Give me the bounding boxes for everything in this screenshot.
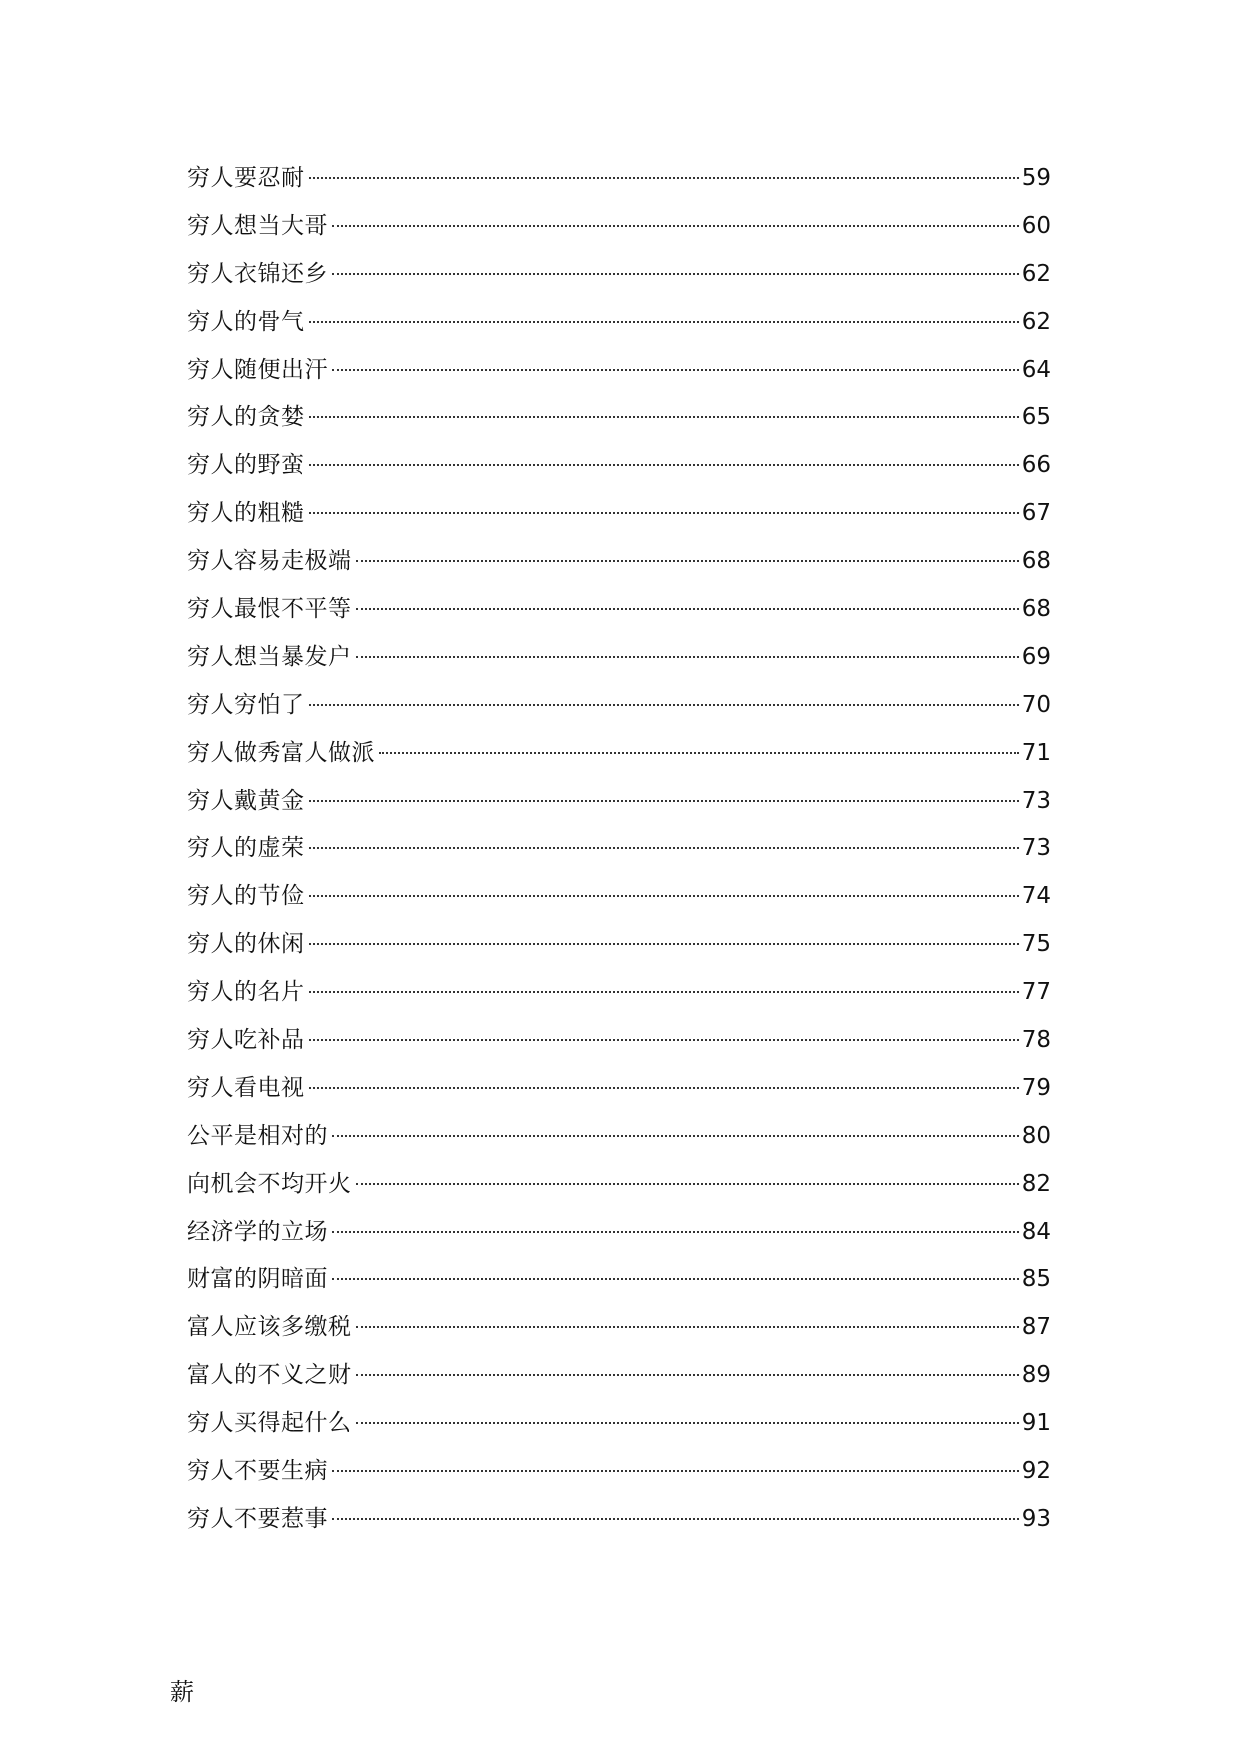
toc-entry-page-number: 64 [1021, 356, 1051, 383]
toc-dot-leader [309, 847, 1019, 849]
toc-entry-title: 穷人看电视 [187, 1074, 305, 1101]
toc-dot-leader [309, 416, 1019, 418]
toc-dot-leader [356, 1422, 1019, 1424]
toc-dot-leader [309, 895, 1019, 897]
toc-dot-leader [332, 273, 1019, 275]
toc-dot-leader [332, 1278, 1019, 1280]
toc-dot-leader [309, 991, 1019, 993]
toc-entry[interactable] [187, 394, 1051, 442]
toc-entry-title: 穷人做秀富人做派 [187, 739, 375, 766]
toc-entry-title: 穷人衣锦还乡 [187, 260, 328, 287]
toc-entry-title: 穷人要忍耐 [187, 165, 305, 191]
toc-entry-title: 穷人的休闲 [187, 931, 305, 958]
toc-entry-title: 穷人的节俭 [187, 883, 305, 910]
toc-dot-leader [309, 1087, 1019, 1089]
toc-dot-leader [379, 752, 1019, 754]
toc-dot-leader [356, 608, 1019, 610]
toc-entry-title: 穷人想当暴发户 [187, 643, 352, 670]
toc-entry-page-number: 59 [1021, 165, 1051, 191]
toc-entry-title: 穷人吃补品 [187, 1027, 305, 1054]
toc-dot-leader [332, 1231, 1019, 1233]
toc-dot-leader [309, 512, 1019, 514]
toc-entry-title: 经济学的立场 [187, 1218, 328, 1245]
toc-entry[interactable] [187, 442, 1051, 490]
toc-entry[interactable] [187, 1400, 1051, 1448]
toc-entry-title: 穷人的粗糙 [187, 500, 305, 527]
toc-entry-page-number: 78 [1021, 1027, 1051, 1054]
toc-dot-leader [309, 800, 1019, 802]
toc-dot-leader [309, 464, 1019, 466]
toc-entry[interactable] [187, 825, 1051, 873]
toc-entry-page-number: 92 [1021, 1458, 1051, 1485]
toc-entry-title: 穷人穷怕了 [187, 691, 305, 718]
toc-entry-title: 穷人不要生病 [187, 1458, 328, 1485]
toc-entry[interactable] [187, 1209, 1051, 1257]
toc-entry-page-number: 68 [1021, 596, 1051, 623]
toc-entry-title: 财富的阴暗面 [187, 1266, 328, 1293]
toc-entry[interactable] [187, 538, 1051, 586]
toc-dot-leader [356, 1183, 1019, 1185]
toc-entry[interactable] [187, 873, 1051, 921]
toc-dot-leader [332, 1518, 1019, 1520]
toc-entry[interactable] [187, 1448, 1051, 1496]
toc-entry-page-number: 91 [1021, 1410, 1051, 1437]
toc-entry-page-number: 60 [1021, 212, 1051, 239]
toc-dot-leader [356, 656, 1019, 658]
toc-dot-leader [332, 1470, 1019, 1472]
toc-entry[interactable] [187, 1065, 1051, 1113]
toc-entry-page-number: 74 [1021, 883, 1051, 910]
toc-entry[interactable] [187, 969, 1051, 1017]
toc-entry-page-number: 65 [1021, 404, 1051, 431]
toc-entry[interactable] [187, 1352, 1051, 1400]
toc-entry-title: 穷人容易走极端 [187, 548, 352, 575]
toc-entry[interactable] [187, 347, 1051, 395]
toc-dot-leader [356, 1374, 1019, 1376]
toc-entry-page-number: 77 [1021, 979, 1051, 1006]
toc-entry-page-number: 68 [1021, 548, 1051, 575]
toc-dot-leader [332, 369, 1019, 371]
toc-entry-page-number: 93 [1021, 1505, 1051, 1532]
toc-entry-title: 向机会不均开火 [187, 1170, 352, 1197]
toc-entry-page-number: 75 [1021, 931, 1051, 958]
toc-entry-page-number: 66 [1021, 452, 1051, 479]
toc-entry[interactable] [187, 299, 1051, 347]
toc-entry-page-number: 84 [1021, 1218, 1051, 1245]
toc-dot-leader [356, 1326, 1019, 1328]
toc-entry-title: 穷人想当大哥 [187, 212, 328, 239]
toc-entry-page-number: 67 [1021, 500, 1051, 527]
toc-dot-leader [309, 704, 1019, 706]
toc-entry-page-number: 62 [1021, 308, 1051, 335]
toc-entry[interactable] [187, 490, 1051, 538]
toc-entry-page-number: 73 [1021, 835, 1051, 862]
toc-entry-title: 公平是相对的 [187, 1122, 328, 1149]
toc-dot-leader [332, 225, 1019, 227]
toc-entry-title: 穷人的虚荣 [187, 835, 305, 862]
toc-entry-page-number: 85 [1021, 1266, 1051, 1293]
toc-entry-page-number: 70 [1021, 691, 1051, 718]
toc-entry-page-number: 89 [1021, 1362, 1051, 1389]
toc-entry[interactable] [187, 634, 1051, 682]
toc-entry-page-number: 82 [1021, 1170, 1051, 1197]
toc-entry[interactable] [187, 921, 1051, 969]
toc-entry-page-number: 79 [1021, 1074, 1051, 1101]
toc-entry-title: 穷人的名片 [187, 979, 305, 1006]
toc-dot-leader [309, 1039, 1019, 1041]
toc-entry[interactable] [187, 1113, 1051, 1161]
toc-entry-title: 穷人最恨不平等 [187, 596, 352, 623]
toc-entry-title: 富人应该多缴税 [187, 1314, 352, 1341]
toc-entry-title: 穷人的贪婪 [187, 404, 305, 431]
toc-dot-leader [309, 177, 1019, 179]
toc-entry-page-number: 62 [1021, 260, 1051, 287]
toc-entry-page-number: 87 [1021, 1314, 1051, 1341]
toc-entry[interactable] [187, 1161, 1051, 1209]
toc-entry[interactable] [187, 1256, 1051, 1304]
toc-entry-page-number: 73 [1021, 787, 1051, 814]
toc-entry[interactable] [187, 251, 1051, 299]
toc-dot-leader [309, 321, 1019, 323]
toc-entry[interactable] [187, 1304, 1051, 1352]
toc-entry[interactable] [187, 778, 1051, 826]
toc-entry-title: 富人的不义之财 [187, 1362, 352, 1389]
toc-entry[interactable] [187, 586, 1051, 634]
table-of-contents [187, 155, 1051, 1544]
toc-entry[interactable] [187, 1496, 1051, 1544]
toc-entry-title: 穷人不要惹事 [187, 1505, 328, 1532]
toc-entry-page-number: 80 [1021, 1122, 1051, 1149]
toc-dot-leader [356, 560, 1019, 562]
toc-entry-title: 穷人戴黄金 [187, 787, 305, 814]
toc-entry-title: 穷人的骨气 [187, 308, 305, 335]
toc-entry[interactable] [187, 203, 1051, 251]
toc-entry-title: 穷人随便出汗 [187, 356, 328, 383]
toc-entry[interactable] [187, 1017, 1051, 1065]
toc-entry[interactable] [187, 155, 1051, 203]
toc-dot-leader [309, 943, 1019, 945]
toc-entry-page-number: 71 [1021, 739, 1051, 766]
toc-entry[interactable] [187, 730, 1051, 778]
toc-entry-page-number: 69 [1021, 643, 1051, 670]
toc-entry-title: 穷人的野蛮 [187, 452, 305, 479]
toc-dot-leader [332, 1135, 1019, 1137]
toc-entry[interactable] [187, 682, 1051, 730]
toc-entry-title: 穷人买得起什么 [187, 1410, 352, 1437]
footer-mark: 薪 [170, 1678, 194, 1706]
